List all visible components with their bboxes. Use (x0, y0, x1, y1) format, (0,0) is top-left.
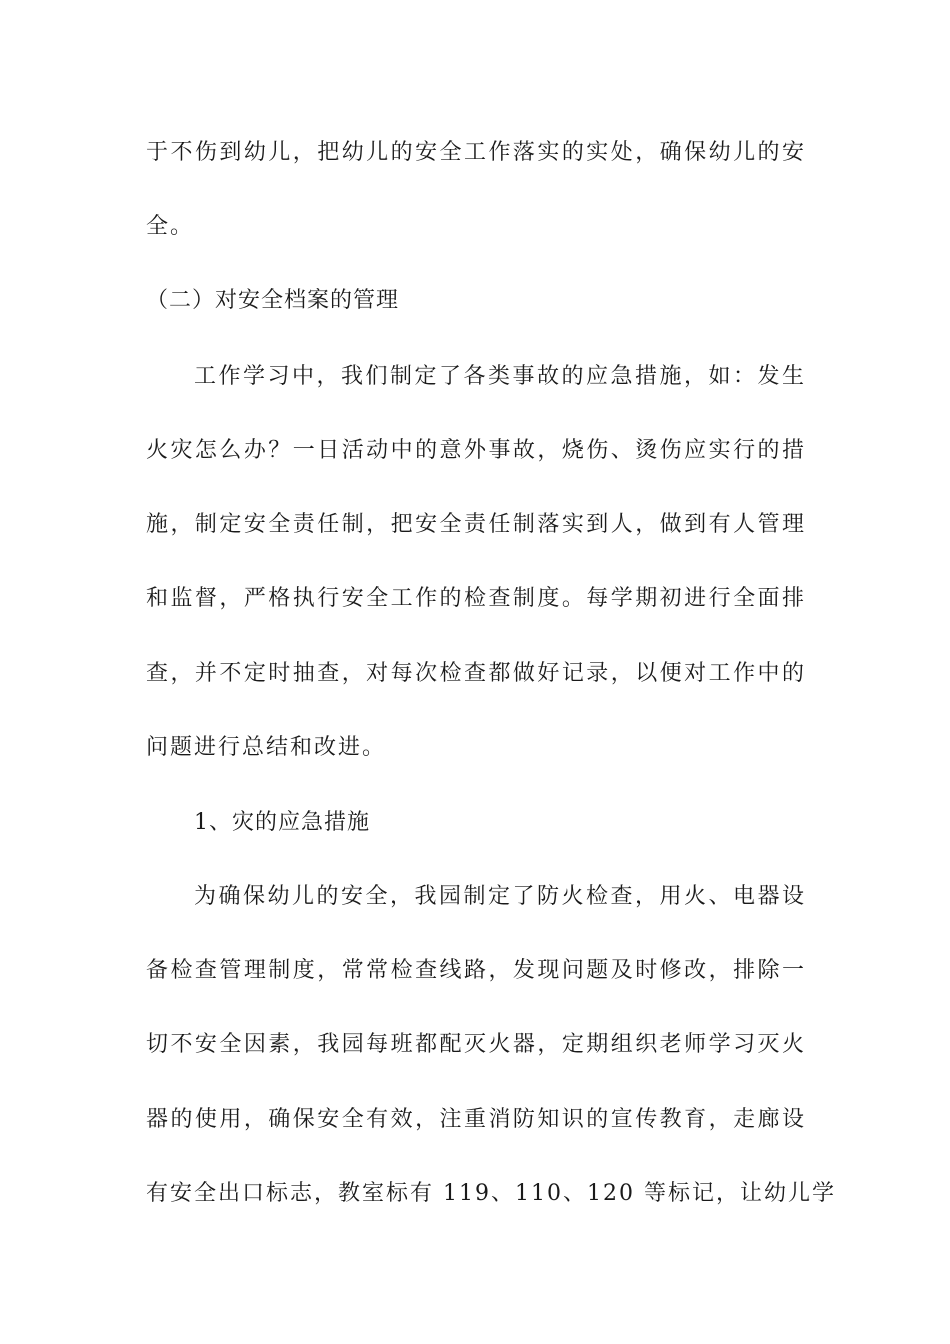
paragraph-line: 全。 (146, 214, 195, 239)
paragraph-line: 工作学习中，我们制定了各类事故的应急措施，如：发生 (194, 364, 806, 389)
paragraph-line: 切不安全因素，我园每班都配灭火器，定期组织老师学习灭火 (146, 1032, 806, 1057)
paragraph-line: 有安全出口标志，教室标有 119、110、120 等标记，让幼儿学 (146, 1181, 836, 1206)
section-heading: （二）对安全档案的管理 (146, 288, 400, 313)
paragraph-line: 火灾怎么办？一日活动中的意外事故，烧伤、烫伤应实行的措 (146, 438, 806, 463)
paragraph-line: 器的使用，确保安全有效，注重消防知识的宣传教育，走廊设 (146, 1107, 806, 1132)
paragraph-line: 和监督，严格执行安全工作的检查制度。每学期初进行全面排 (146, 586, 806, 611)
subsection-heading: 1、灾的应急措施 (194, 810, 370, 835)
paragraph-line: 施，制定安全责任制，把安全责任制落实到人，做到有人管理 (146, 512, 806, 537)
paragraph-line: 问题进行总结和改进。 (146, 735, 387, 760)
paragraph-line: 查，并不定时抽查，对每次检查都做好记录，以便对工作中的 (146, 661, 806, 686)
paragraph-line: 为确保幼儿的安全，我园制定了防火检查，用火、电器设 (194, 884, 806, 909)
paragraph-line: 备检查管理制度，常常检查线路，发现问题及时修改，排除一 (146, 958, 806, 983)
paragraph-line: 于不伤到幼儿，把幼儿的安全工作落实的实处，确保幼儿的安 (146, 140, 806, 165)
